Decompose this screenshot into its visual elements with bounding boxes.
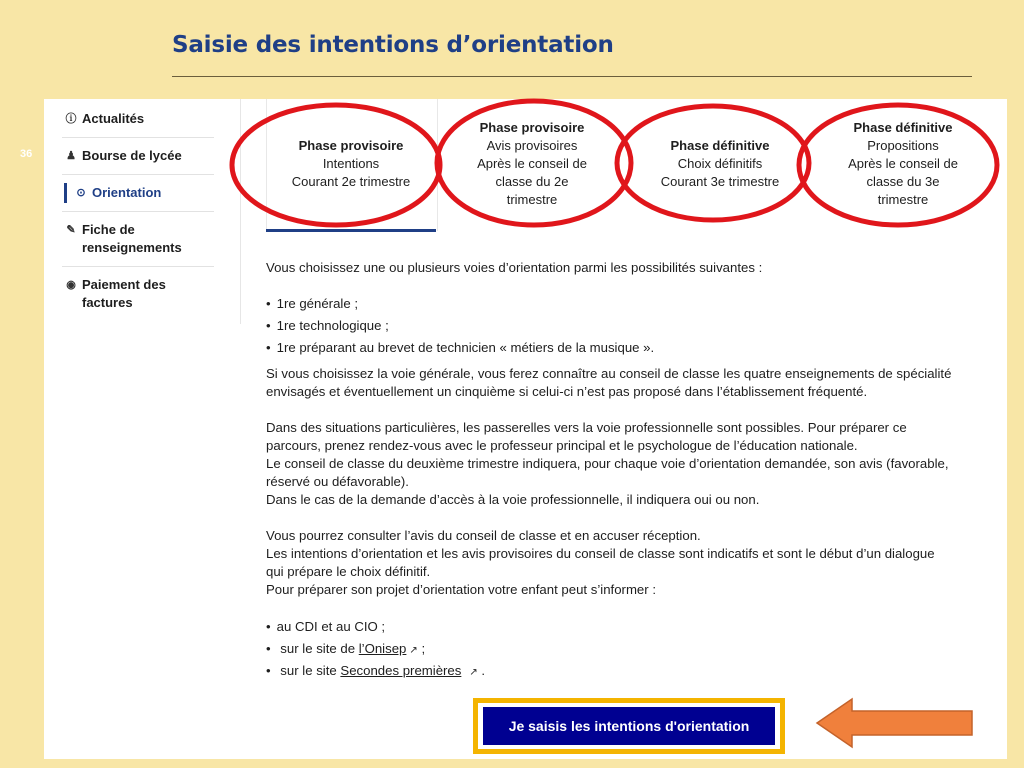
option-item: • 1re générale ; [266,295,358,313]
sidebar-item-label: Bourse de lycée [82,148,182,163]
phase-line: Courant 3e trimestre [660,174,780,189]
phase-line: trimestre [506,192,558,207]
saisir-intentions-button[interactable]: Je saisis les intentions d'orientation [483,707,775,745]
info-item [266,662,485,682]
sidebar-divider [62,174,214,175]
phase-title: Phase provisoire [479,120,585,135]
intro-text: Vous choisissez une ou plusieurs voies d’orientation parmi les possibilités suivantes : [266,260,763,275]
paragraph-line: Vous pourrez consulter l’avis du conseil de classe et en accuser réception. [266,528,701,543]
info-item [266,640,425,660]
info-text: sur le site de [280,641,359,656]
phase-line: trimestre [877,192,929,207]
sidebar-divider [62,211,214,212]
people-icon: ♟ [66,150,76,162]
paragraph-line: envisagés et éventuellement un cinquième si celui-ci n’est pas proposé dans l’établissement fréquenté. [266,384,868,399]
phase-tab-4[interactable] [820,119,986,209]
paragraph-line: Le conseil de classe du deuxième trimestre indiquera, pour chaque voie d’orientation demandée, son avis (favorable, [266,456,949,471]
paragraph-line: Si vous choisissez la voie générale, vous ferez connaître au conseil de classe les quatre enseignements de spécialité [266,366,952,381]
phase-line: Intentions [322,156,380,171]
phase-line: classe du 2e [495,174,569,189]
sidebar-item-label: Fiche de renseignements [82,222,182,255]
sidebar-item-fiche[interactable] [64,221,214,257]
info-item: • au CDI et au CIO ; [266,618,385,636]
sidebar-item-label: Orientation [92,185,162,200]
phase-tab-3[interactable] [640,137,800,191]
slide-number: 36 [20,148,33,160]
info-text: sur le site [280,663,341,678]
phase-line: Choix définitifs [677,156,763,171]
payment-icon: ◉ [66,279,76,291]
sidebar-divider [62,266,214,267]
active-indicator [64,183,67,203]
option-item: • 1re préparant au brevet de technicien « métiers de la musique ». [266,339,654,357]
paragraph-line: réservé ou défavorable). [266,474,409,489]
info-text: ; [417,641,426,656]
sidebar-item-actualites[interactable] [64,110,214,128]
phase-line: Après le conseil de [477,156,587,171]
phase-line: Après le conseil de [848,156,958,171]
sidebar-item-orientation[interactable] [74,184,224,202]
phase-line: Propositions [867,138,939,153]
sidebar [44,99,241,324]
phase-tab-2[interactable] [442,119,622,209]
paragraph-line: Dans des situations particulières, les passerelles vers la voie professionnelle sont possibles. Pour préparer ce [266,420,907,435]
external-link-icon: ↗ [469,667,478,678]
paragraph-line: parcours, prenez rendez-vous avec le professeur principal et le psychologue de l’éducation nationale. [266,438,858,453]
phase-title: Phase provisoire [298,138,404,153]
paragraph-line: qui prépare le choix définitif. [266,564,431,579]
option-item: • 1re technologique ; [266,317,389,335]
onisep-link[interactable]: l’Onisep [358,641,407,656]
compass-icon: ⊙ [76,187,86,199]
info-text: . [477,663,486,678]
phase-tab-1[interactable] [276,137,426,191]
paragraph-line: Pour préparer son projet d’orientation votre enfant peut s’informer : [266,582,656,597]
sidebar-item-label: Actualités [82,111,145,126]
sidebar-item-label: Paiement des factures [82,277,166,310]
phase-title: Phase définitive [853,120,953,135]
secondes-premieres-link[interactable]: Secondes premières [340,663,462,678]
phase-active-underline [266,229,436,232]
paragraph-line: Dans le cas de la demande d’accès à la voie professionnelle, il indiquera oui ou non. [266,492,760,507]
form-icon: ✎ [66,224,76,236]
title-divider [172,76,972,77]
paragraph-line: Les intentions d’orientation et les avis provisoires du conseil de classe sont indicatifs et sont le début d’un dialogue [266,546,935,561]
phase-title: Phase définitive [670,138,770,153]
sidebar-divider [62,137,214,138]
external-link-icon: ↗ [409,645,418,656]
phase-line: Courant 2e trimestre [291,174,411,189]
phase-line: classe du 3e [866,174,940,189]
sidebar-item-bourse[interactable] [64,147,214,165]
slide-title: Saisie des intentions d’orientation [172,32,614,58]
sidebar-item-paiement[interactable] [64,276,214,312]
info-icon: ⓘ [65,113,77,125]
phase-line: Avis provisoires [486,138,578,153]
app-screenshot [44,99,1007,759]
